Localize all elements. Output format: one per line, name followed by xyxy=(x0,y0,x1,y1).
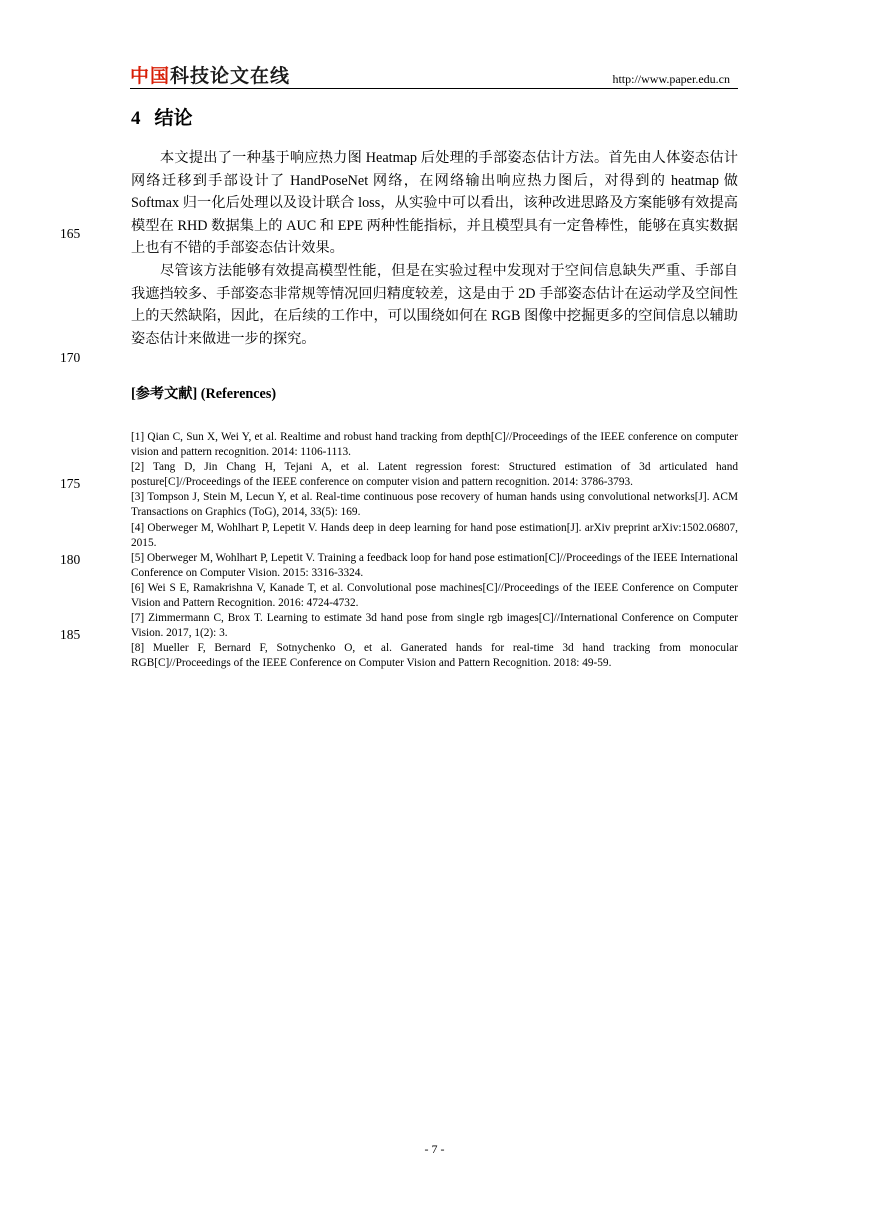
header-divider xyxy=(130,88,738,89)
conclusion-body xyxy=(131,147,738,350)
paragraph-2: 尽管该方法能够有效提高模型性能，但是在实验过程中发现对于空间信息缺失严重、手部自我遮挡较多、手部姿态非常规等情况回归精度较差，这是由于 2D 手部姿态估计在运动学及空间性上的天然缺陷，因此，在后续的工作中，可以围绕如何在 RGB 图像中挖掘更多的空间信息以辅助姿态估计来做进一步的探究。 xyxy=(131,262,738,347)
references-list xyxy=(131,430,738,672)
reference-item: [6] Wei S E, Ramakrishna V, Kanade T, et al. Convolutional pose machines[C]//Proceedings of the IEEE Conference on Computer Vision and Pattern Recognition. 2016: 4724-4732. xyxy=(131,581,738,610)
line-number-170: 170 xyxy=(60,350,81,365)
line-number-165: 165 xyxy=(60,226,81,241)
logo-black-text: 科技论文在线 xyxy=(170,65,291,87)
references-heading: [参考文献] (References) xyxy=(131,386,277,402)
logo-red-text: 中国 xyxy=(130,65,171,87)
reference-item: [1] Qian C, Sun X, Wei Y, et al. Realtime and robust hand tracking from depth[C]//Proceedings of the IEEE conference on computer vision and pattern recognition. 2014: 1106-1113. xyxy=(131,431,738,459)
reference-item: [4] Oberweger M, Wohlhart P, Lepetit V. Hands deep in deep learning for hand pose estimation[J]. arXiv preprint arXiv:1502.06807, 2015. xyxy=(131,521,738,549)
reference-item: [8] Mueller F, Bernard F, Sotnychenko O, et al. Ganerated hands for real-time 3d hand tracking from monocular RGB[C]//Proceedings of the IEEE Conference on Computer Vision and Pattern Recognition. 2018: 49-59. xyxy=(131,642,738,670)
line-number-185: 185 xyxy=(60,627,81,642)
reference-item: [2] Tang D, Jin Chang H, Tejani A, et al. Latent regression forest: Structured estimation of 3d articulated hand posture[C]//Proceedings of the IEEE conference on computer vision and pattern recognition. 2014: 3786-3793. xyxy=(131,461,738,489)
page-number: - 7 - xyxy=(424,1142,445,1156)
section-title: 结论 xyxy=(154,108,193,129)
paragraph-1: 本文提出了一种基于响应热力图 Heatmap 后处理的手部姿态估计方法。首先由人体姿态估计网络迁移到手部设计了 HandPoseNet 网络，在网络输出响应热力图后，对得到的 heatmap 做 Softmax 归一化后处理以及设计联合 loss，从实验中可以看出，该种改进思路及方案能够有效提高模型在 RHD 数据集上的 AUC 和 EPE 两种性能指标，并且模型具有一定鲁棒性，能够在真实数据上也有不错的手部姿态估计效果。 xyxy=(131,150,738,257)
journal-logo xyxy=(130,64,290,88)
reference-item: [5] Oberweger M, Wohlhart P, Lepetit V. Training a feedback loop for hand pose estimation[C]//Proceedings of the IEEE International Conference on Computer Vision. 2015: 3316-3324. xyxy=(131,551,738,579)
line-number-180: 180 xyxy=(60,552,81,567)
reference-item: [7] Zimmermann C, Brox T. Learning to estimate 3d hand pose from single rgb images[C]//International Conference on Computer Vision. 2017, 1(2): 3. xyxy=(131,612,738,640)
header-url[interactable]: http://www.paper.edu.cn xyxy=(612,72,730,86)
line-number-175: 175 xyxy=(60,476,81,491)
reference-item: [3] Tompson J, Stein M, Lecun Y, et al. Real-time continuous pose recovery of human hands using convolutional networks[J]. ACM Transactions on Graphics (ToG), 2014, 33(5): 169. xyxy=(131,491,738,519)
section-number: 4 xyxy=(131,108,141,129)
section-heading xyxy=(131,106,193,132)
